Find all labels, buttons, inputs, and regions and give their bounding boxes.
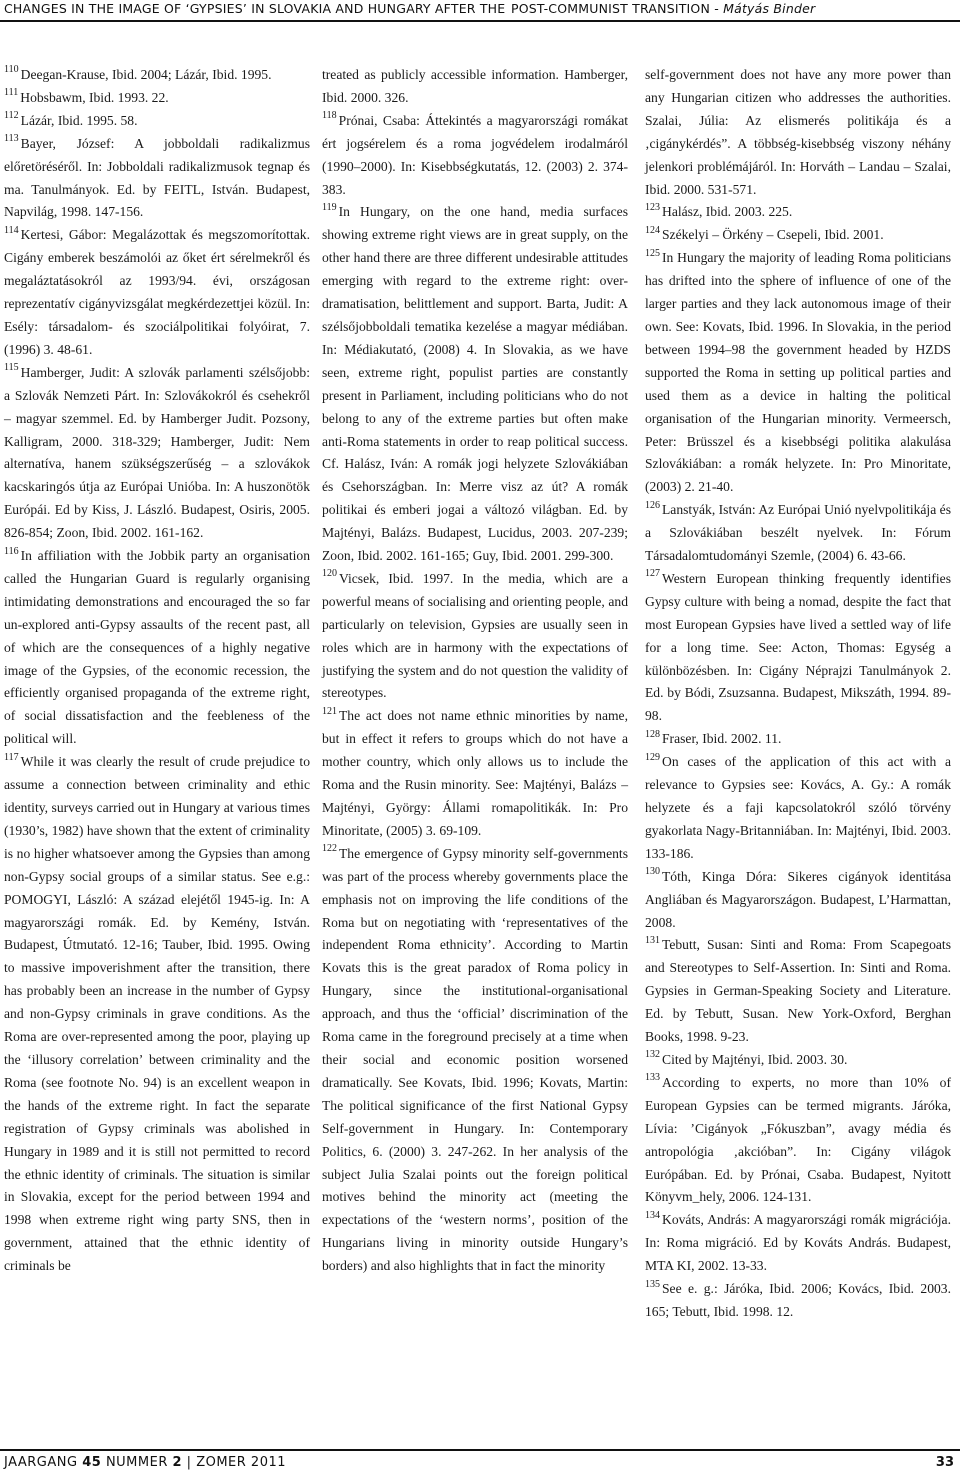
footnote <box>322 843 628 1278</box>
footnote-number: 111 <box>4 87 19 99</box>
footnote-text: In affiliation with the Jobbik party an organisation called the Hungarian Guard is regularly organising intimidating demonstrations and encouraged the so far un-explored anti-Gypsy assaults of the recent past, all of which are the consequences of a highly negative image of the Gypsies, of the economic recession, the efficiently organised propaganda of the extreme right, of social dissatisfaction and the feebleness of the political will. <box>4 548 310 747</box>
footnote-number: 127 <box>645 568 660 580</box>
footnote-number: 112 <box>4 110 19 122</box>
footnote-text: Deegan-Krause, Ibid. 2004; Lázár, Ibid. 1995. <box>20 67 272 82</box>
footnote-continuation <box>322 64 628 110</box>
footnote-text: Fraser, Ibid. 2002. 11. <box>662 731 782 747</box>
footnote <box>645 1049 951 1072</box>
footnote <box>4 362 310 545</box>
footnote <box>645 1072 951 1209</box>
footnote <box>645 934 951 1049</box>
footnote-column-3 <box>645 64 951 1324</box>
footnote <box>322 705 628 842</box>
footnote-number: 114 <box>4 224 19 236</box>
journal-word-1: JAARGANG <box>4 1455 78 1470</box>
footnote-text: The act does not name ethnic minorities by name, but in effect it refers to groups which do not have a mother country, which only allows us to include the Roma and the Rusin minority. See: Majtényi, Balázs – Majtényi, György: Állami romapolitikák. In: Pro Minoritate, (2005) 3. 69-109. <box>322 708 628 838</box>
header-title-left: CHANGES IN THE IMAGE OF ‘GYPSIES’ IN SLOVAKIA AND HUNGARY AFTER THE <box>4 1 506 16</box>
footnote-number: 128 <box>645 728 660 740</box>
footnote-text: Kertesi, Gábor: Megalázottak és megszomorítottak. Cigány emberek beszámolói az őket ért sérelmekről és megaláztatásokról az 1993/94. évi, országosan reprezentatív cigányvizsgálat megkérdezettjei közül. In: Esély: társadalom- és szociálpolitikai folyóirat, 7. (1996) 3. 48-61. <box>4 227 310 357</box>
footnote <box>645 1278 951 1324</box>
footnote-number: 119 <box>322 201 337 213</box>
header-title-right <box>511 1 815 16</box>
footnote-text: Vicsek, Ibid. 1997. In the media, which are a powerful means of socialising and orienting people, and particularly on television, Gypsies are usually seen in roles which are in harmony with the expectations of justifying the system and do not question the validity of stereotypes. <box>322 570 628 701</box>
footnote <box>4 87 310 110</box>
footnote-number: 121 <box>322 705 337 717</box>
footnote <box>4 751 310 1278</box>
footnote-number: 116 <box>4 545 19 557</box>
footnote <box>322 110 628 202</box>
footnote <box>645 1209 951 1278</box>
footnote-text: According to experts, no more than 10% of European Gypsies can be termed migrants. Járóka, Lívia: ’Cigányok „Fókuszban”, avagy média és antropológia ‚akcióban”. In: Cigány világok Európában. Ed. by Prónai, Csaba. Budapest, Nyitott Könyvm_hely, 2006. 124-131. <box>645 1074 951 1205</box>
footnote <box>645 728 951 751</box>
volume-number: 45 <box>82 1455 102 1470</box>
footnote-text: While it was clearly the result of crude prejudice to assume a connection between criminality and ethic identity, surveys carried out in Hungary at various times (1930’s, 1982) have shown that the extent of criminality is no higher whatsoever among the Gypsies than among non-Gypsy social groups of a similar status. See e.g.: POMOGYI, László: A század elejétől 1945-ig. In: A magyarországi romák. Ed. by Kemény, István. Budapest, Útmutató. 12-16; Tauber, Ibid. 1995. Owing to massive impoverishment after the transition, there has probably been an increase in the number of Gypsy and non-Gypsy criminals in grave conditions. As the Roma are over-represented among the poor, playing up the ‘illusory correlation’ between criminality and the Roma (see footnote No. 94) is an excellent weapon in the hands of the extreme right. In fact the separate registration of Gypsy criminals was abolished in Hungary in 1989 and it is still not permitted to record the ethnic identity of criminals. The situation is similar in Slovakia, except for the period between 1994 and 1998 when extreme right wing party SNS, then in government, attained that the ethnic identity of criminals be <box>4 754 310 1274</box>
footnote-number: 132 <box>645 1049 660 1061</box>
footnote-text: Cited by Majtényi, Ibid. 2003. 30. <box>662 1051 848 1067</box>
footnote-number: 124 <box>645 224 660 236</box>
footnote <box>4 224 310 361</box>
header-rule <box>0 20 960 22</box>
footnote-text: Hobsbawm, Ibid. 1993. 22. <box>20 89 169 105</box>
running-header <box>0 0 960 22</box>
footnote-number: 125 <box>645 247 660 259</box>
footnote-text: In Hungary the majority of leading Roma politicians has drifted into the sphere of influence of one of the larger parties and they lack autonomous image of their own. See: Kovats, Ibid. 1996. In Slovakia, in the period between 1994–98 the government headed by HZDS supported the Roma in setting up political parties and used them as a device in halting the political organisation of the Hungarian minority. Vermeersch, Peter: Brüsszel és a kisebbségi politika alakulása Szlovákiában: a romák helyzete. In: Pro Minoritate, (2003) 2. 21-40. <box>645 250 951 495</box>
footnote <box>645 499 951 568</box>
footnote <box>322 201 628 568</box>
footnote <box>4 545 310 751</box>
footnote-number: 130 <box>645 866 660 878</box>
header-title-right-text: POST-COMMUNIST TRANSITION - <box>511 1 719 16</box>
footnote <box>645 224 951 247</box>
page-number: 33 <box>935 1455 954 1470</box>
footnote-text: In Hungary, on the one hand, media surfaces showing extreme right views are in great supply, on the other hand there are three different undesirable attitudes emerging with regard to the extreme right: over-dramatisation, belittlement and support. Barta, Judit: A szélsőjobboldali tematika kezelése a magyar médiában. In: Médiakutató, (2008) 4. In Slovakia, as we have seen, extreme right, populist parties are constantly present in Parliament, including politicians who do not belong to any of the extreme parties but often make anti-Roma statements in order to reap political success. Cf. Halász, Iván: A romák jogi helyzete Szlovákiában és Csehországban. In: Merre visz az út? A romák politikai és emberi jogai a változó világban. Ed. by Majtényi, Balázs. Budapest, Lucidus, 2003. 207-239; Zoon, Ibid. 2002. 161-165; Guy, Ibid. 2001. 299-300. <box>322 204 628 564</box>
footnote-column-1 <box>4 64 310 1278</box>
journal-info: JAARGANG 45 NUMMER 2 | ZOMER 2011 <box>4 1455 287 1470</box>
footnote-text: Tebutt, Susan: Sinti and Roma: From Scapegoats and Stereotypes to Self-Assertion. In: Sinti and Roma. Gypsies in German-Speaking Society and Literature. Ed. by Tebutt, Susan. New York-Oxford, Berghan Books, 1998. 9-23. <box>645 937 951 1045</box>
footnote-text: treated as publicly accessible information. Hamberger, Ibid. 2000. 326. <box>322 67 628 105</box>
footnote-number: 133 <box>645 1072 660 1084</box>
footnote-number: 115 <box>4 362 19 374</box>
footnote <box>645 201 951 224</box>
footnote-number: 134 <box>645 1209 660 1221</box>
footnote-text: Western European thinking frequently identifies Gypsy culture with being a nomad, despite the fact that most European Gypsies have lived a settled way of life for a long time. See: Acton, Thomas: Egység a különbözésben. In: Cigány Néprajzi Tanulmányok 2. Ed. by Bódi, Zsuzsanna. Budapest, Mikszáth, 1994. 89-98. <box>645 570 951 724</box>
footnote <box>645 247 951 499</box>
footnote-number: 113 <box>4 133 19 145</box>
footnote-number: 135 <box>645 1278 660 1290</box>
footnote-text: Tóth, Kinga Dóra: Sikeres cigányok identitása Angliában és Magyarországon. Budapest, L’Harmattan, 2008. <box>645 868 951 930</box>
footer-rule <box>0 1449 960 1451</box>
footnote-text: Lázár, Ibid. 1995. 58. <box>20 112 138 128</box>
footnote <box>4 133 310 225</box>
footnote-text: Prónai, Csaba: Áttekintés a magyarországi romákat ért jogsérelem és a roma jogvédelem irodalmáról (1990–2000). In: Kisebbségkutatás, 12. (2003) 2. 374-383. <box>322 112 628 197</box>
footnote-text: Lanstyák, István: Az Európai Unió nyelvpolitikája és a Szlovákiában beszélt nyelvek. In: Fórum Társadalomtudományi Szemle, (2004) 6. 43-66. <box>645 502 951 564</box>
footnote <box>645 568 951 728</box>
footnote-number: 122 <box>322 843 337 855</box>
footnote-text: Kováts, András: A magyarországi romák migrációja. In: Roma migráció. Ed by Kováts András. Budapest, MTA KI, 2002. 13-33. <box>645 1212 951 1274</box>
footnote-number: 118 <box>322 110 337 122</box>
footnote-number: 110 <box>4 64 19 76</box>
footnote-text: See e. g.: Járóka, Ibid. 2006; Kovács, Ibid. 2003. 165; Tebutt, Ibid. 1998. 12. <box>645 1281 951 1319</box>
footnote-text: On cases of the application of this act with a relevance to Gypsies see: Kovács, A. Gy.: A romák helyzete és a faji kapcsolatokról szóló törvény gyakorlata Nagy-Britanniában. In: Majtényi, Ibid. 2003. 133-186. <box>645 754 951 861</box>
footnote-continuation <box>645 64 951 201</box>
footnote-text: self-government does not have any more power than any Hungarian citizen who addresses the authorities. Szalai, Júlia: Az elismerés politikája és a ‚cigánykérdés”. A többség-kisebbség viszony néhány jelenkori problémájáról. In: Horváth – Landau – Szalai, Ibid. 2000. 531-571. <box>645 67 951 197</box>
footnote-column-2 <box>322 64 628 1278</box>
footnote-text: The emergence of Gypsy minority self-governments was part of the process whereby governments place the emphasis not on improving the life conditions of the Roma but on negotiating with ‘representatives of the independent Roma ethnicity’. According to Martin Kovats this is the great paradox of Roma policy in Hungary, since the institutional-organisational approach, and thus the ‘official’ discrimination of the Roma came in the foreground precisely at a time when their social and economic position worsened dramatically. See Kovats, Ibid. 1996; Kovats, Martin: The political significance of the first National Gypsy Self-government in Hungary. In: Contemporary Politics, 6. (2000) 3. 247-262. In her analysis of the subject Julia Szalai points out the foreign political motives behind the minority act (meeting the expectations of the ‘western norms’, position of the Hungarians living in minority outside Hungary’s borders) and also highlights that in fact the minority <box>322 845 628 1274</box>
footnote <box>4 64 310 87</box>
footnote <box>645 751 951 866</box>
issue-number: 2 <box>172 1455 183 1470</box>
footnote-text: Halász, Ibid. 2003. 225. <box>662 204 793 220</box>
footnote <box>645 866 951 935</box>
page-footer <box>0 1449 960 1474</box>
footnote <box>322 568 628 705</box>
footnote <box>4 110 310 133</box>
footnote-number: 129 <box>645 751 660 763</box>
header-author: Mátyás Binder <box>723 1 816 16</box>
footnote-text: Székelyi – Örkény – Csepeli, Ibid. 2001. <box>662 227 884 243</box>
footnote-text: Bayer, József: A jobboldali radikalizmus előretöréséről. In: Jobboldali radikalizmusok tegnap és ma. Tanulmányok. Ed. by FEITL, István. Budapest, Napvilág, 1998. 147-156. <box>4 135 310 220</box>
footnote-number: 131 <box>645 934 660 946</box>
journal-word-2: NUMMER <box>105 1455 168 1470</box>
footnote-number: 117 <box>4 751 19 763</box>
footnote-number: 120 <box>322 568 337 580</box>
footnote-text: Hamberger, Judit: A szlovák parlamenti szélsőjobb: a Szlovák Nemzeti Párt. In: Szlovákokról és csehekről – magyar szemmel. Ed. by Hamberger Judit. Pozsony, Kalligram, 2000. 318-329; Hamberger, Judit: Nem alternatíva, hanem szükségszerűség – a szlovákok kacskaringós útja az Európai Unióba. In: A huszonötök Európái. Ed by Kiss, J. László. Budapest, Osiris, 2005. 826-854; Zoon, Ibid. 2002. 161-162. <box>4 364 310 541</box>
footnote-number: 123 <box>645 201 660 213</box>
journal-season: ZOMER 2011 <box>196 1455 287 1470</box>
footnote-number: 126 <box>645 499 660 511</box>
